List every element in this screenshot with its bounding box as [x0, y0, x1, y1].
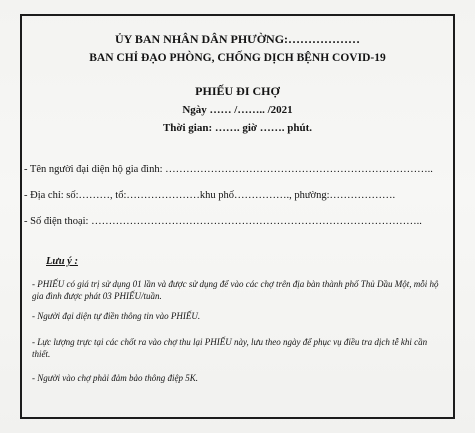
time-line: Thời gian: ……. giờ ……. phút. [162, 122, 313, 134]
note-validity: - PHIẾU có giá trị sử dụng 01 lần và được sử dụng để vào các chợ trên địa bàn thành phố Thủ Dầu Một, mỗi hộ gia đình được phát 03 PHIẾU/tuần. [32, 279, 439, 301]
committee-header: ỦY BAN NHÂN DÂN PHƯỜNG:……………… [114, 32, 361, 46]
field-address: - Địa chỉ: số:………, tổ:…………………khu phố……………., phường:………………. [24, 190, 396, 201]
board-header: BAN CHỈ ĐẠO PHÒNG, CHỐNG DỊCH BỆNH COVID-19 [89, 52, 386, 64]
date-line: Ngày …… /…….. /2021 [182, 104, 293, 116]
field-phone-number: - Số điện thoại: ………………………………………………………………………………….. [24, 216, 422, 227]
note-fill-info: - Người đại diện tự điền thông tin vào PHIẾU. [32, 311, 201, 321]
notes-title: Lưu ý : [46, 256, 78, 267]
form-border [20, 14, 455, 419]
note-5k-message: - Người vào chợ phải đảm bảo thông điệp 5K. [32, 373, 199, 383]
form-title: PHIẾU ĐI CHỢ [195, 84, 280, 98]
field-representative-name: - Tên người đại diện hộ gia đình: ………………………………………………………………….. [24, 164, 433, 175]
note-collection: - Lực lượng trực tại các chốt ra vào chợ thu lại PHIẾU này, lưu theo ngày để phục vụ điều tra dịch tễ khi cần thiết. [32, 337, 428, 359]
